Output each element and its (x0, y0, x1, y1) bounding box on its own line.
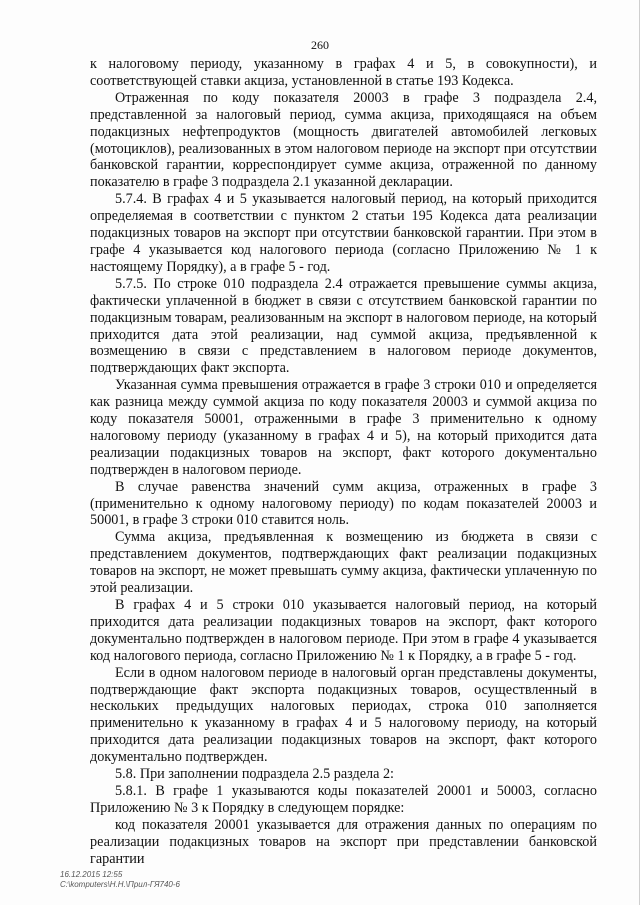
paragraph-10: 5.8. При заполнении подраздела 2.5 раздела 2: (115, 766, 394, 783)
paragraph-5: Указанная сумма превышения отражается в графе 3 строки 010 и определяется как разница между суммой акциза по коду показателя 20003 и суммой акциза по коду показателя 50001, отраженными в графе 3 применительно к одному налоговому периоду (указанному в графах 4 и 5), на который приходится дата реализации подакцизных товаров на экспорт, факт которого документально подтвержден в налоговом периоде. (90, 377, 597, 478)
paragraph-3: 5.7.4. В графах 4 и 5 указывается налоговый период, на который приходится определяемая в соответствии с пунктом 2 статьи 195 Кодекса дата реализации подакцизных товаров на экспорт при отсутствии банковской гарантии. При этом в графе 4 указывается код налогового периода (согласно Приложению № 1 к настоящему Порядку), а в графе 5 - год. (90, 191, 597, 275)
page-number: 260 (311, 38, 329, 52)
footer-file-path: C:\komputers\Н.Н.\Прил-ГЯ740-6 (60, 880, 180, 889)
file-footer (60, 870, 180, 890)
footer-timestamp: 16.12.2015 12:55 (60, 870, 123, 879)
paragraph-9: Если в одном налоговом периоде в налоговый орган представлены документы, подтверждающие факт экспорта подакцизных товаров, осуществленный в нескольких предыдущих налоговых периодах, строка 010 заполняется применительно к указанному в графах 4 и 5 налоговому периоду, на который приходится дата реализации подакцизных товаров на экспорт, факт которого документально подтвержден. (90, 664, 597, 766)
paragraph-7: Сумма акциза, предъявленная к возмещению из бюджета в связи с представлением документов, подтверждающих факт реализации подакцизных товаров на экспорт, не может превышать сумму акциза, фактически уплаченную по этой реализации. (90, 529, 597, 597)
paragraph-2: Отраженная по коду показателя 20003 в графе 3 подраздела 2.4, представленной за налоговый период, сумма акциза, приходящаяся на объем подакцизных нефтепродуктов (мощность двигателей автомобилей легковых (мотоциклов), реализованных в этом налоговом периоде на экспорт при отсутствии банковской гарантии, корреспондирует сумме акциза, отраженной по данному показателю в графе 3 подраздела 2.1 указанной декларации. (90, 89, 597, 191)
paragraph-6: В случае равенства значений сумм акциза, отраженных в графе 3 (применительно к одному налоговому периоду) по кодам показателей 20003 и 50001, в графе 3 строки 010 ставится ноль. (90, 478, 597, 529)
paragraph-12: код показателя 20001 указывается для отражения данных по операциям по реализации подакцизных товаров на экспорт при представлении банковской гарантии (90, 816, 597, 867)
paragraph-1: к налоговому периоду, указанному в графах 4 и 5, в совокупности), и соответствующей ставки акциза, установленной в статье 193 Кодекса. (90, 56, 597, 89)
paragraph-8: В графах 4 и 5 строки 010 указывается налоговый период, на который приходится дата реализации подакцизных товаров на экспорт, факт которого документально подтвержден в налоговом периоде. При этом в графе 4 указывается код налогового периода, согласно Приложению № 1 к Порядку, а в графе 5 - год. (90, 597, 597, 664)
body-text (90, 56, 597, 868)
paragraph-4: 5.7.5. По строке 010 подраздела 2.4 отражается превышение суммы акциза, фактически уплаченной в бюджет в связи с отсутствием банковской гарантии по подакцизным товарам, реализованным на экспорт в налоговом периоде, на который приходится дата этой реализации, над суммой акциза, предъявленной к возмещению в связи с представлением в налоговом периоде документов, подтверждающих факт экспорта. (90, 275, 597, 377)
paragraph-11: 5.8.1. В графе 1 указываются коды показателей 20001 и 50003, согласно Приложению № 3 к Порядку в следующем порядке: (90, 782, 597, 816)
